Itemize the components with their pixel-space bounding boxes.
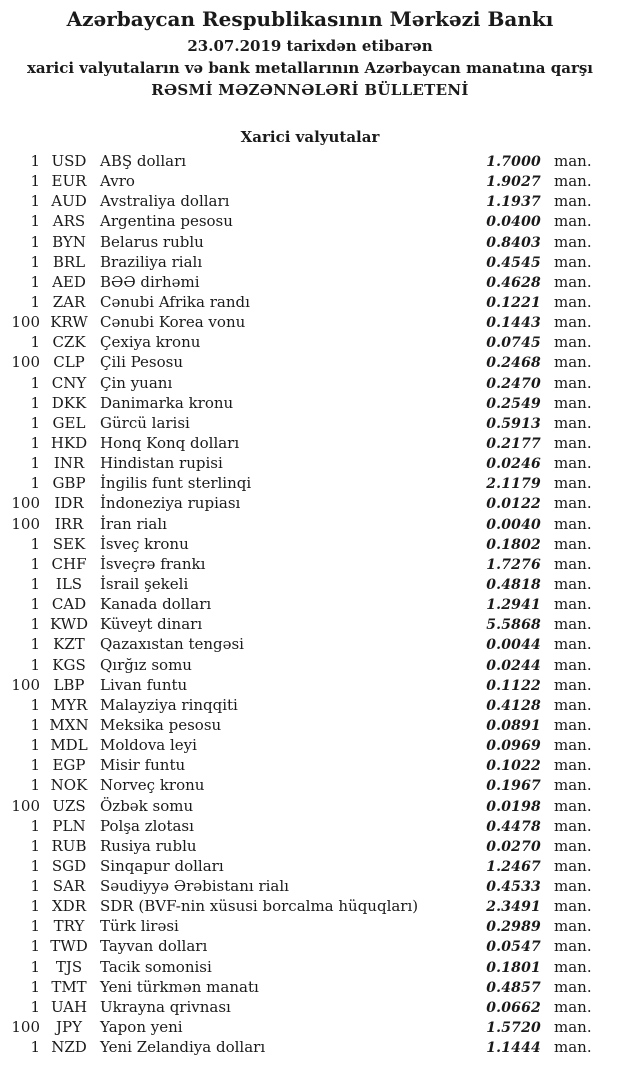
rate-row <box>0 735 620 755</box>
unit-label: man. <box>554 333 592 352</box>
rate-value: 0.1122 <box>486 677 541 694</box>
currency-code: EGP <box>52 756 86 775</box>
unit-label: man. <box>554 232 592 251</box>
currency-code: INR <box>53 454 85 473</box>
unit-label: man. <box>554 695 592 714</box>
rate-value: 1.7000 <box>486 154 541 170</box>
currency-name: Cənubi Korea vonu <box>100 313 246 332</box>
currency-code: USD <box>51 152 87 170</box>
currency-name: Livan funtu <box>100 675 188 694</box>
quantity: 100 <box>11 514 40 533</box>
unit-label: man. <box>554 454 592 473</box>
quantity: 100 <box>11 675 40 694</box>
rate-row <box>0 413 620 433</box>
currency-code: UZS <box>52 796 86 815</box>
rate-row <box>0 856 620 876</box>
unit-label: man. <box>554 433 592 452</box>
quantity: 1 <box>30 333 40 352</box>
currency-code: SEK <box>52 534 86 553</box>
currency-code: TWD <box>50 937 88 956</box>
rate-value: 0.2468 <box>486 355 541 372</box>
currency-name: Cənubi Afrika randı <box>100 292 250 311</box>
rate-row <box>0 594 620 614</box>
unit-label: man. <box>554 917 592 936</box>
section-title-foreign-currencies: Xarici valyutalar <box>240 128 380 146</box>
rate-row <box>0 655 620 675</box>
rate-row <box>0 232 620 252</box>
currency-code: IRR <box>54 514 84 533</box>
currency-name: Gürcü larisi <box>100 413 190 432</box>
currency-name: Çin yuanı <box>100 373 173 392</box>
unit-label: man. <box>554 192 592 211</box>
quantity: 1 <box>30 695 40 714</box>
unit-label: man. <box>554 937 592 956</box>
currency-name: Avstraliya dolları <box>100 192 230 211</box>
unit-label: man. <box>554 856 592 875</box>
unit-label: man. <box>554 272 592 291</box>
rate-row <box>0 1017 620 1037</box>
rate-value: 1.1444 <box>486 1040 541 1057</box>
rate-value: 0.1967 <box>486 778 541 795</box>
quantity: 1 <box>30 856 40 875</box>
rate-row <box>0 453 620 473</box>
currency-code: AED <box>52 272 86 291</box>
currency-name: Belarus rublu <box>100 232 204 251</box>
rate-value: 1.1937 <box>486 194 541 211</box>
currency-name: İsveç kronu <box>100 534 189 553</box>
rate-value: 0.4533 <box>486 879 541 896</box>
currency-name: İran rialı <box>100 514 167 533</box>
rate-value: 0.1802 <box>486 536 541 553</box>
quantity: 1 <box>30 454 40 473</box>
currency-code: BRL <box>52 252 86 271</box>
rate-row <box>0 191 620 211</box>
unit-label: man. <box>554 957 592 976</box>
rate-row <box>0 977 620 997</box>
currency-name: Honq Konq dolları <box>100 433 240 452</box>
unit-label: man. <box>554 353 592 372</box>
rate-row <box>0 393 620 413</box>
quantity: 1 <box>30 877 40 896</box>
currency-name: Avro <box>100 172 135 191</box>
rate-value: 0.4128 <box>486 697 541 714</box>
currency-name: Moldova leyi <box>100 736 197 755</box>
rate-value: 0.4478 <box>486 818 541 835</box>
unit-label: man. <box>554 675 592 694</box>
currency-name: Sinqapur dolları <box>100 856 224 875</box>
rate-value: 2.1179 <box>486 476 541 493</box>
rate-value: 0.0044 <box>486 637 541 654</box>
currency-name: Hindistan rupisi <box>100 454 223 473</box>
rate-value: 0.4628 <box>486 274 541 291</box>
unit-label: man. <box>554 152 592 170</box>
unit-label: man. <box>554 796 592 815</box>
rate-row <box>0 171 620 191</box>
effective-date-line: 23.07.2019 tarixdən etibarən <box>187 37 433 55</box>
currency-code: CAD <box>51 595 87 614</box>
currency-code: CLP <box>53 353 85 372</box>
rate-value: 0.8403 <box>486 234 541 251</box>
unit-label: man. <box>554 292 592 311</box>
unit-label: man. <box>554 877 592 896</box>
bulletin-title: RƏSMİ MƏZƏNNƏLƏRİ BÜLLETENİ <box>151 81 469 99</box>
rate-value: 0.4857 <box>486 979 541 996</box>
currency-code: TRY <box>53 917 85 936</box>
rate-value: 1.2941 <box>486 597 541 614</box>
unit-label: man. <box>554 977 592 996</box>
rate-row <box>0 836 620 856</box>
currency-name: Qırğız somu <box>100 655 192 674</box>
rate-row <box>0 292 620 312</box>
currency-name: Kanada dolları <box>100 595 212 614</box>
currency-name: Misir funtu <box>100 756 186 775</box>
unit-label: man. <box>554 776 592 795</box>
rate-value: 0.0270 <box>486 838 541 855</box>
unit-label: man. <box>554 836 592 855</box>
unit-label: man. <box>554 494 592 513</box>
rate-row <box>0 876 620 896</box>
quantity: 1 <box>30 917 40 936</box>
quantity: 1 <box>30 272 40 291</box>
quantity: 1 <box>30 292 40 311</box>
rate-value: 1.5720 <box>486 1020 541 1037</box>
currency-code: KWD <box>49 615 89 634</box>
currency-code: CHF <box>51 554 87 573</box>
rate-row <box>0 373 620 393</box>
currency-code: SAR <box>52 877 86 896</box>
currency-code: LBP <box>53 675 85 694</box>
quantity: 1 <box>30 655 40 674</box>
currency-code: PLN <box>52 816 86 835</box>
rate-row <box>0 252 620 272</box>
unit-label: man. <box>554 574 592 593</box>
rates-table <box>0 151 620 1057</box>
currency-code: IDR <box>54 494 84 513</box>
subject-line: xarici valyutaların və bank metallarının Azərbaycan manatına qarşı <box>26 59 594 77</box>
currency-name: Tacik somonisi <box>100 957 212 976</box>
unit-label: man. <box>554 373 592 392</box>
rate-value: 1.9027 <box>486 174 541 191</box>
quantity: 1 <box>30 252 40 271</box>
currency-name: İsrail şekeli <box>100 574 189 593</box>
rate-value: 0.2549 <box>486 395 541 412</box>
unit-label: man. <box>554 252 592 271</box>
rate-row <box>0 151 620 171</box>
quantity: 1 <box>30 957 40 976</box>
currency-name: Yeni Zelandiya dolları <box>100 1038 266 1057</box>
currency-name: Özbək somu <box>100 796 194 815</box>
quantity: 1 <box>30 1038 40 1057</box>
currency-code: MXN <box>49 715 89 734</box>
quantity: 1 <box>30 192 40 211</box>
rate-value: 0.0745 <box>486 335 541 352</box>
rate-value: 1.2467 <box>486 858 541 875</box>
rate-row <box>0 312 620 332</box>
rate-value: 0.5913 <box>486 415 541 432</box>
rate-value: 0.1801 <box>486 959 541 976</box>
quantity: 1 <box>30 534 40 553</box>
quantity: 1 <box>30 232 40 251</box>
quantity: 1 <box>30 635 40 654</box>
unit-label: man. <box>554 393 592 412</box>
currency-name: Çexiya kronu <box>100 333 201 352</box>
rate-value: 0.0662 <box>486 999 541 1016</box>
rate-value: 0.4818 <box>486 576 541 593</box>
currency-code: ARS <box>52 212 86 231</box>
currency-name: İsveçrə frankı <box>100 554 206 573</box>
rate-row <box>0 272 620 292</box>
currency-name: Türk lirəsi <box>100 917 179 936</box>
rate-row <box>0 554 620 574</box>
currency-name: Küveyt dinarı <box>100 615 203 634</box>
currency-name: Ukrayna qrivnası <box>100 997 231 1016</box>
rate-row <box>0 936 620 956</box>
currency-name: Meksika pesosu <box>100 715 222 734</box>
rate-row <box>0 715 620 735</box>
currency-name: Yapon yeni <box>100 1018 183 1037</box>
currency-name: İngilis funt sterlinqi <box>100 474 252 493</box>
bank-name-title: Azərbaycan Respublikasının Mərkəzi Bankı <box>66 7 554 31</box>
currency-code: AUD <box>51 192 87 211</box>
quantity: 1 <box>30 736 40 755</box>
rate-row <box>0 514 620 534</box>
currency-code: TJS <box>55 957 83 976</box>
quantity: 1 <box>30 997 40 1016</box>
quantity: 1 <box>30 554 40 573</box>
rate-value: 0.1221 <box>486 294 541 311</box>
currency-code: NOK <box>50 776 88 795</box>
rate-row <box>0 433 620 453</box>
unit-label: man. <box>554 413 592 432</box>
currency-name: SDR (BVF-nin xüsusi borcalma hüquqları) <box>100 897 419 916</box>
unit-label: man. <box>554 756 592 775</box>
quantity: 1 <box>30 152 40 170</box>
currency-code: UAH <box>50 997 88 1016</box>
unit-label: man. <box>554 474 592 493</box>
quantity: 1 <box>30 574 40 593</box>
rate-value: 0.0891 <box>486 717 541 734</box>
rate-value: 0.0400 <box>486 214 541 231</box>
currency-code: ZAR <box>52 292 86 311</box>
rate-row <box>0 997 620 1017</box>
rate-value: 0.2470 <box>486 375 541 392</box>
quantity: 1 <box>30 937 40 956</box>
currency-code: ILS <box>55 574 83 593</box>
quantity: 1 <box>30 433 40 452</box>
currency-name: Braziliya rialı <box>100 252 203 271</box>
currency-name: İndoneziya rupiası <box>100 494 241 513</box>
rate-row <box>0 534 620 554</box>
rate-value: 0.0244 <box>486 657 541 674</box>
rate-value: 0.0246 <box>486 456 541 473</box>
quantity: 1 <box>30 474 40 493</box>
currency-name: Tayvan dolları <box>100 937 208 956</box>
currency-code: KGS <box>52 655 86 674</box>
rate-row <box>0 796 620 816</box>
rate-value: 0.0040 <box>486 516 541 533</box>
rate-row <box>0 574 620 594</box>
currency-code: KZT <box>53 635 85 654</box>
currency-code: HKD <box>50 433 88 452</box>
quantity: 1 <box>30 615 40 634</box>
quantity: 1 <box>30 715 40 734</box>
currency-name: Səudiyyə Ərəbistanı rialı <box>100 877 289 896</box>
rate-value: 2.3491 <box>486 899 541 916</box>
currency-code: EUR <box>51 172 87 191</box>
rate-value: 1.7276 <box>486 556 541 573</box>
currency-code: MYR <box>50 695 88 714</box>
quantity: 1 <box>30 977 40 996</box>
rate-row <box>0 352 620 372</box>
quantity: 1 <box>30 373 40 392</box>
currency-code: GBP <box>52 474 86 493</box>
rate-row <box>0 211 620 231</box>
currency-name: ABŞ dolları <box>100 152 187 170</box>
rate-value: 0.0547 <box>486 939 541 956</box>
unit-label: man. <box>554 212 592 231</box>
currency-code: XDR <box>52 897 86 916</box>
rate-row <box>0 916 620 936</box>
currency-name: Polşa zlotası <box>100 816 194 835</box>
quantity: 100 <box>11 796 40 815</box>
unit-label: man. <box>554 655 592 674</box>
rate-row <box>0 614 620 634</box>
rate-row <box>0 755 620 775</box>
rate-row <box>0 332 620 352</box>
quantity: 1 <box>30 172 40 191</box>
quantity: 100 <box>11 313 40 332</box>
rate-value: 0.0122 <box>486 496 541 513</box>
rate-row <box>0 775 620 795</box>
currency-code: MDL <box>50 736 88 755</box>
rate-row <box>0 473 620 493</box>
rate-row <box>0 957 620 977</box>
quantity: 1 <box>30 897 40 916</box>
unit-label: man. <box>554 554 592 573</box>
unit-label: man. <box>554 534 592 553</box>
unit-label: man. <box>554 615 592 634</box>
rate-value: 0.2989 <box>486 919 541 936</box>
currency-code: JPY <box>55 1018 82 1037</box>
unit-label: man. <box>554 736 592 755</box>
rate-row <box>0 493 620 513</box>
currency-name: Norveç kronu <box>100 776 205 795</box>
quantity: 1 <box>30 595 40 614</box>
currency-name: Argentina pesosu <box>100 212 233 231</box>
rate-row <box>0 816 620 836</box>
currency-code: CZK <box>52 333 86 352</box>
currency-name: Çili Pesosu <box>100 353 184 372</box>
quantity: 1 <box>30 212 40 231</box>
bulletin-header <box>0 0 620 100</box>
unit-label: man. <box>554 313 592 332</box>
unit-label: man. <box>554 1018 592 1037</box>
currency-code: CNY <box>51 373 87 392</box>
rate-value: 0.1443 <box>486 315 541 332</box>
unit-label: man. <box>554 595 592 614</box>
rate-row <box>0 1037 620 1057</box>
rate-row <box>0 634 620 654</box>
unit-label: man. <box>554 514 592 533</box>
rate-value: 0.0198 <box>486 798 541 815</box>
currency-code: RUB <box>51 836 87 855</box>
quantity: 100 <box>11 353 40 372</box>
unit-label: man. <box>554 715 592 734</box>
currency-name: Rusiya rublu <box>100 836 197 855</box>
currency-name: BƏƏ dirhəmi <box>100 272 200 291</box>
currency-code: DKK <box>51 393 87 412</box>
currency-code: BYN <box>52 232 86 251</box>
quantity: 1 <box>30 836 40 855</box>
currency-code: GEL <box>52 413 86 432</box>
quantity: 100 <box>11 494 40 513</box>
rate-row <box>0 896 620 916</box>
rate-value: 5.5868 <box>486 617 541 634</box>
unit-label: man. <box>554 897 592 916</box>
rate-value: 0.4545 <box>486 254 541 271</box>
quantity: 1 <box>30 413 40 432</box>
quantity: 1 <box>30 776 40 795</box>
unit-label: man. <box>554 172 592 191</box>
quantity: 100 <box>11 1018 40 1037</box>
rate-value: 0.2177 <box>486 435 541 452</box>
currency-name: Yeni türkmən manatı <box>100 977 259 996</box>
unit-label: man. <box>554 816 592 835</box>
currency-name: Malayziya rinqqiti <box>100 695 238 714</box>
currency-name: Qazaxıstan tengəsi <box>100 635 244 654</box>
currency-code: SGD <box>51 856 87 875</box>
currency-name: Danimarka kronu <box>100 393 234 412</box>
unit-label: man. <box>554 635 592 654</box>
rate-value: 0.1022 <box>486 758 541 775</box>
quantity: 1 <box>30 816 40 835</box>
rate-row <box>0 695 620 715</box>
currency-code: NZD <box>51 1038 87 1057</box>
rate-value: 0.0969 <box>486 738 541 755</box>
quantity: 1 <box>30 393 40 412</box>
currency-code: TMT <box>51 977 87 996</box>
rate-row <box>0 675 620 695</box>
quantity: 1 <box>30 756 40 775</box>
unit-label: man. <box>554 1038 592 1057</box>
unit-label: man. <box>554 997 592 1016</box>
currency-code: KRW <box>50 313 88 332</box>
